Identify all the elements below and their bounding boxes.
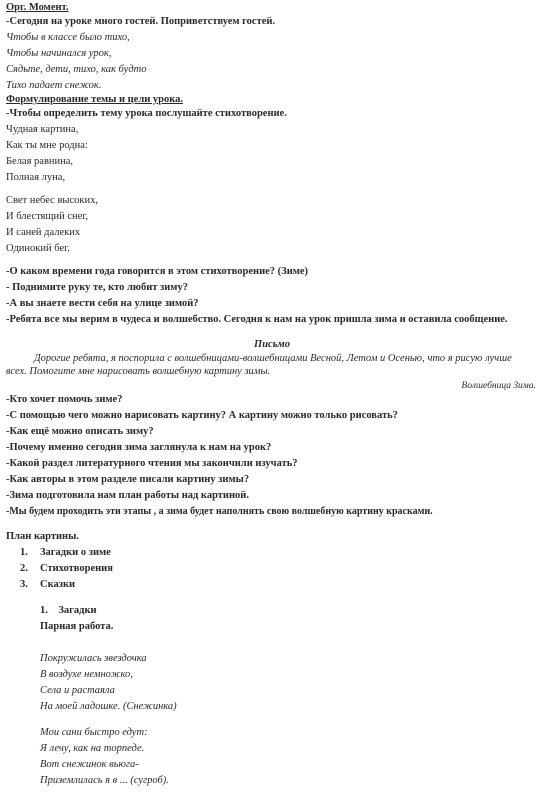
riddle-line: Покружилась звездочка [40, 653, 147, 664]
question-line: -Как авторы в этом разделе писали картину зимы? [6, 474, 250, 485]
question-line: -Почему именно сегодня зима заглянула к нам на урок? [6, 442, 272, 453]
question-line: -Ребята все мы верим в чудеса и волшебство. Сегодня к нам на урок пришла зима и оставила сообщение. [6, 314, 508, 325]
riddles-subheading: Парная работа. [40, 621, 114, 632]
letter-signature: Волшебница Зима. [461, 381, 536, 391]
riddle-line: Я лечу, как на торпеде. [40, 743, 145, 754]
question-line: -С помощью чего можно нарисовать картину? А картину можно только рисовать? [6, 410, 398, 421]
poem-line: Полная луна, [6, 172, 66, 183]
poem-line: Как ты мне родна: [6, 140, 88, 151]
plan-item-number: 2. [20, 563, 28, 574]
plan-item: Сказки [40, 579, 76, 590]
poem-line: И саней далеких [6, 227, 81, 238]
riddle-line: Мои сани быстро едут: [40, 727, 148, 738]
org-heading: Орг. Момент. [6, 2, 69, 13]
greeting-line: -Сегодня на уроке много гостей. Поприветствуем гостей. [6, 16, 276, 27]
poem-line: Одинокий бег. [6, 243, 70, 254]
question-line: -О каком времени года говорится в этом стихотворение? (Зиме) [6, 266, 309, 277]
plan-item: Стихотворения [40, 563, 113, 574]
poem-line: Чтобы в классе было тихо, [6, 32, 130, 43]
poem-line: Свет небес высоких, [6, 195, 98, 206]
question-line: -А вы знаете вести себя на улице зимой? [6, 298, 199, 309]
question-line: -Как ещё можно описать зиму? [6, 426, 154, 437]
question-line: -Какой раздел литературного чтения мы закончили изучать? [6, 458, 298, 469]
question-line: -Зима подготовила нам план работы над картиной. [6, 490, 249, 501]
letter-body: Дорогие ребята, я поспорила с волшебницами-волшебницами Весной, Летом и Осенью, что я рисую лучше всех. Помогите мне нарисовать волшебную картину зимы. [6, 353, 512, 377]
question-line: -Кто хочет помочь зиме? [6, 394, 123, 405]
poem-line: Сядьте, дети, тихо, как будто [6, 64, 147, 75]
riddle-line: Приземлилась я в ... (сугроб). [40, 775, 169, 786]
poem-line: Чудная картина, [6, 124, 79, 135]
question-line: -Мы будем проходить эти этапы , а зима будет наполнять свою волшебную картину красками. [6, 506, 433, 517]
poem-line: И блестящий снег, [6, 211, 89, 222]
letter-title: Письмо [254, 339, 290, 350]
poem-line: Тихо падает снежок. [6, 80, 102, 91]
poem-line: Чтобы начинался урок, [6, 48, 112, 59]
poem-line: Белая равнина, [6, 156, 74, 167]
riddle-line: На моей ладошке. (Снежинка) [40, 701, 177, 712]
plan-item-number: 3. [20, 579, 28, 590]
topic-instruction: -Чтобы определить тему урока послушайте стихотворение. [6, 108, 287, 119]
topic-heading: Формулирование темы и цели урока. [6, 94, 184, 105]
riddle-line: В воздухе немножко, [40, 669, 133, 680]
riddle-line: Вот снежинок вьюга- [40, 759, 139, 770]
question-line: - Поднимите руку те, кто любит зиму? [6, 282, 188, 293]
riddles-heading: 1. Загадки [40, 605, 97, 616]
plan-heading: План картины. [6, 531, 79, 542]
riddle-line: Села и растаяла [40, 685, 115, 696]
plan-item: Загадки о зиме [40, 547, 111, 558]
plan-item-number: 1. [20, 547, 28, 558]
